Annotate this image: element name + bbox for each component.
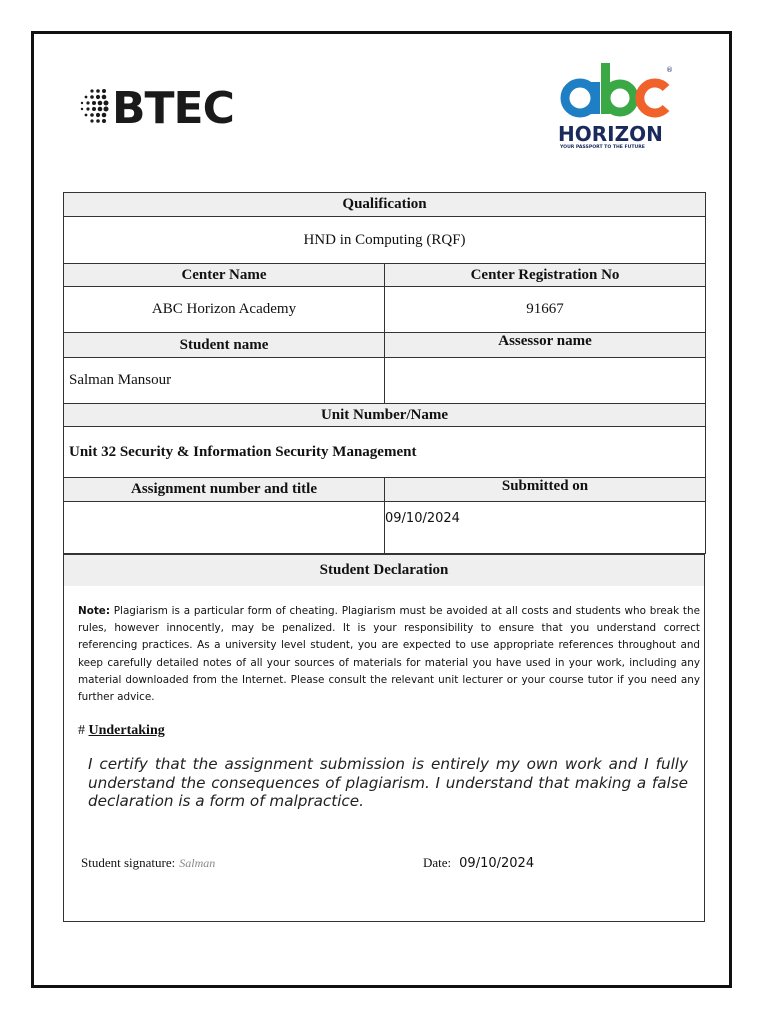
btec-logo [78,82,234,134]
assessor-name-value [385,358,706,404]
assignment-label: Assignment number and title [64,478,385,502]
date-row [423,855,534,871]
qualification-value: HND in Computing (RQF) [64,217,706,264]
abc-logo-icon [558,60,676,122]
note-text: Plagiarism is a particular form of cheating. Plagiarism must be avoided at all costs and students who break the rules, however innocently, may be penalized. It is your responsibility to ensure that you understand correct referencing practices. As a university level student, you are expected to use appropriate references throughout and keep carefully detailed notes of all your sources of materials for material you have used in your work, including any material downloaded from the Internet. Please consult the relevant unit lecturer or your course tutor if you need any further advice. [78,605,700,704]
student-name-label: Student name [64,333,385,358]
center-name-value: ABC Horizon Academy [64,287,385,333]
plagiarism-note [78,603,700,706]
note-label: Note: [78,605,111,617]
horizon-tagline: YOUR PASSPORT TO THE FUTURE [560,145,645,150]
assignment-value [64,502,385,554]
undertaking-label: Undertaking [88,723,165,738]
qualification-label: Qualification [64,193,706,217]
signature-label: Student signature: [81,855,176,870]
assignment-info-table [63,192,706,554]
svg-text:®: ® [666,66,673,74]
unit-value: Unit 32 Security & Information Security Management [64,427,706,478]
undertaking-heading [78,723,165,739]
student-signature: Salman [179,856,216,870]
assessor-name-label: Assessor name [385,333,706,358]
center-name-label: Center Name [64,264,385,287]
signature-row [81,855,215,871]
undertaking-hash: # [78,723,89,738]
abc-horizon-logo [558,60,676,155]
date-value: 09/10/2024 [459,856,535,871]
certification-statement: I certify that the assignment submission is entirely my own work and I fully understand the consequences of plagiarism. I understand that making a false declaration is a form of malpractice. [88,755,688,810]
declaration-title: Student Declaration [64,555,704,586]
unit-label: Unit Number/Name [64,404,706,427]
student-name-value: Salman Mansour [64,358,385,404]
btec-logo-text: BTEC [112,82,234,134]
submitted-value: 09/10/2024 [385,502,706,554]
btec-dots-icon [78,87,110,129]
submitted-label: Submitted on [385,478,706,502]
student-declaration-section [63,554,705,922]
center-reg-label: Center Registration No [385,264,706,287]
date-label: Date: [423,855,452,870]
center-reg-value: 91667 [385,287,706,333]
horizon-wordmark: HORIZON [558,122,663,146]
